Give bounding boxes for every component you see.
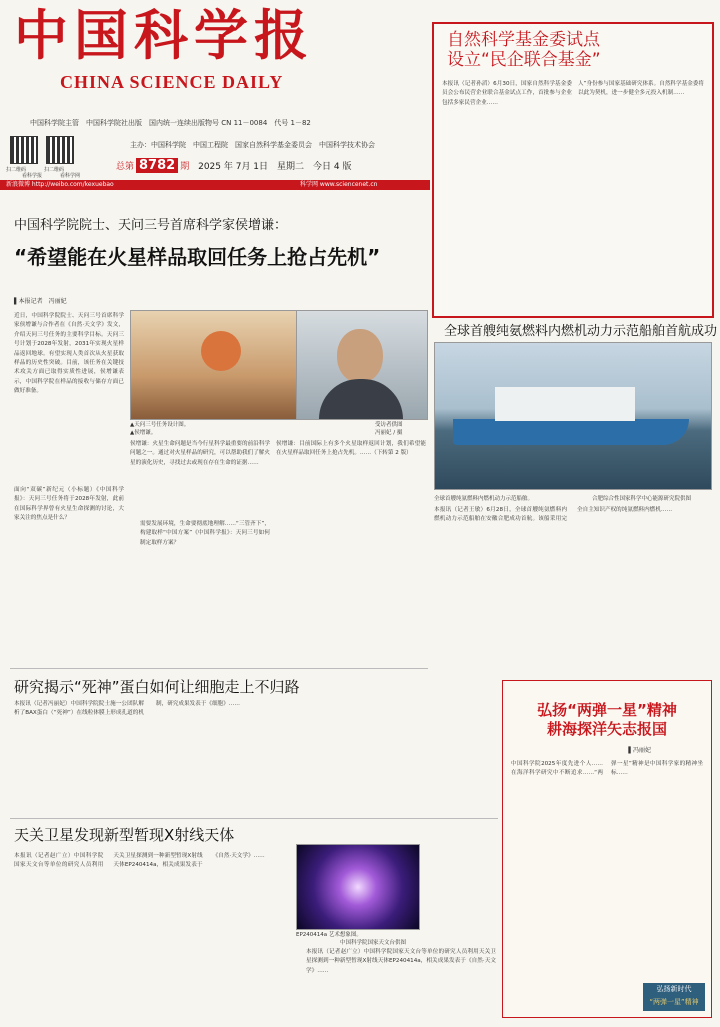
divider-2 — [10, 818, 498, 819]
nsfc-title-line2: 设立“民企联合基金” — [447, 50, 601, 70]
xray-body: 本报讯（记者赵广立）中国科学院国家天文台等单位的研究人员利用天关卫星探测到一种新型暂现X射线天体EP240414a，相关成果发表于《自然·天文学》…… — [14, 853, 265, 869]
masthead-title-en: CHINA SCIENCE DAILY — [60, 72, 284, 92]
issue-number: 8782 — [136, 158, 178, 173]
issue-prefix: 总第 — [116, 162, 135, 172]
lead-col-2: 侯增谦：火星生命问题是当今行星科学最重要的前沿科学问题之一。通过对火星样品的研究，可以帮助我们了解火星的演化历史，寻找过去或现在存在生命的证据…… — [130, 441, 270, 466]
nsfc-title-line1: 自然科学基金委试点 — [447, 30, 600, 50]
qr-code-icon-2[interactable] — [46, 136, 74, 164]
xray-credit: 中国科学院国家天文台供图 — [340, 940, 407, 946]
lead-caption-1: ▲天问三号任务设计图。 — [130, 422, 190, 428]
feature-box — [502, 680, 712, 1018]
lead-title: “希望能在火星样品取回任务上抢占先机” — [14, 245, 381, 269]
sponsor-line: 中国科学院主管 中国科学院社出版 国内统一连续出版物号 CN 11－0084 代号 1－82 — [30, 119, 311, 127]
lead-col-4: 侯增谦：目前国际上有多个火星取样返回计划，我们希望能在火星样品取回任务上抢占先机。……（下转第 2 版） — [276, 441, 426, 457]
mars-design-photo — [130, 310, 297, 420]
ship-credit: 合肥综合性国家科学中心能源研究院供图 — [592, 496, 692, 502]
ship-photo — [434, 342, 712, 490]
qr-label-4: 看科学网 — [60, 173, 81, 179]
nsfc-title — [447, 30, 601, 70]
feature-title-1: 弘扬“两弹一星”精神 — [537, 701, 677, 719]
qr-label-2: 看科学报 — [22, 173, 43, 179]
xray-caption: EP240414a 艺术想象图。 — [296, 932, 362, 938]
qr-code-icon[interactable] — [10, 136, 38, 164]
feature-title-2: 耕海探洋矢志报国 — [546, 720, 667, 738]
hosts-line: 主办：中国科学院 中国工程院 国家自然科学基金委员会 中国科学技术协会 — [130, 141, 375, 149]
portrait-photo — [296, 310, 428, 420]
lead-subtitle: 中国科学院院士、天问三号首席科学家侯增谦： — [14, 218, 288, 233]
divider-1 — [10, 668, 428, 669]
lead-col-1b: 面向“双碳”新纪元（小标题）《中国科学报》：天问三号任务将于2028年发射，此前在国际科学界曾有火星生命探测的讨论，大家关注的焦点是什么？ — [14, 487, 124, 522]
lead-credit-2: 冯丽妃 / 摄 — [375, 430, 403, 436]
lead-col-3: 需要发展环境，生命要彻底地理解……“三管齐下”，构建取样“中国方案”《中国科学报》：天问三号如何制定取样方案？ — [140, 521, 270, 546]
weibo-link[interactable]: 新浪微博 http://weibo.com/kexuebao — [6, 181, 114, 188]
feature-stamp-b: “两弹一星”精神 — [649, 998, 699, 1006]
ship-caption: 全球首艘纯氨燃料内燃机动力示范船舶。 — [434, 496, 534, 502]
lead-col-1: 近日，中国科学院院士、天问三号首席科学家侯增谦与合作者在《自然·天文学》发文，介绍天问三号任务的主要科学目标。天问三号计划于2028年发射，2031年实现火星样品返回地球。有望实现人类首次从火星获取样品的历史性突破。目前，该任务在关键技术攻关方面已取得实质性进展，侯增谦表示，中国科学院在样品的接收与储存方面已做好准备。 — [14, 313, 124, 395]
ship-body: 本报讯（记者王敏）6月28日，全球首艘纯氨燃料内燃机动力示范船舶在安徽合肥成功首航。该船采用完全自主知识产权的纯氨燃料内燃机…… — [434, 507, 673, 523]
website-link[interactable]: 科学网 www.sciencenet.cn — [300, 181, 378, 188]
qr-label-3: 扫二维码 — [44, 167, 65, 173]
issue-suffix: 期 — [180, 162, 190, 172]
qr-label-1: 扫二维码 — [6, 167, 27, 173]
xray-image — [296, 844, 420, 930]
lead-credit-1: 受访者供图 — [375, 422, 403, 428]
issue-date: 2025 年 7月 1日 星期二 今日 4 版 — [198, 162, 352, 172]
dead-body: 本报讯（记者冯丽妃）中国科学院院士施一公团队解析了BAX蛋白（“死神”）在线粒体膜上形成孔道的机制，研究成果发表于《细胞》…… — [14, 701, 240, 717]
masthead-bar — [0, 180, 430, 190]
feature-stamp — [643, 983, 705, 1011]
feature-body: 中国科学院2025年度先进个人……在海洋科学研究中不断追求……“两弹一星”精神是中国科学家的精神坐标…… — [511, 761, 703, 777]
nsfc-col-2: 人”身份参与国家基础研究体系。自然科学基金委将以此为契机，进一步健全多元投入机制…… — [578, 81, 704, 97]
nsfc-col-1: 本报讯（记者孙滔）6月30日，国家自然科学基金委员会公布民营企业联合基金试点工作，首批参与企业包括多家民营企业…… — [442, 81, 572, 106]
feature-byline: ▌冯丽妃 — [628, 747, 651, 754]
xray-body-right: 本报讯（记者赵广立）中国科学院国家天文台等单位的研究人员利用天关卫星探测到一种新型暂现X射线天体EP240414a，相关成果发表于《自然·天文学》…… — [306, 949, 496, 974]
issue-info — [116, 158, 351, 173]
xray-title: 天关卫星发现新型暂现X射线天体 — [14, 826, 235, 844]
feature-stamp-a: 弘扬新时代 — [656, 985, 692, 993]
ship-title: 全球首艘纯氨燃料内燃机动力示范船舶首航成功 — [444, 324, 718, 339]
dead-title: 研究揭示“死神”蛋白如何让细胞走上不归路 — [14, 678, 300, 696]
lead-byline: ▌本报记者 冯丽妃 — [14, 298, 67, 305]
lead-caption-2: ▲侯增谦。 — [130, 430, 157, 436]
masthead-title: 中国科学报 — [14, 3, 314, 67]
